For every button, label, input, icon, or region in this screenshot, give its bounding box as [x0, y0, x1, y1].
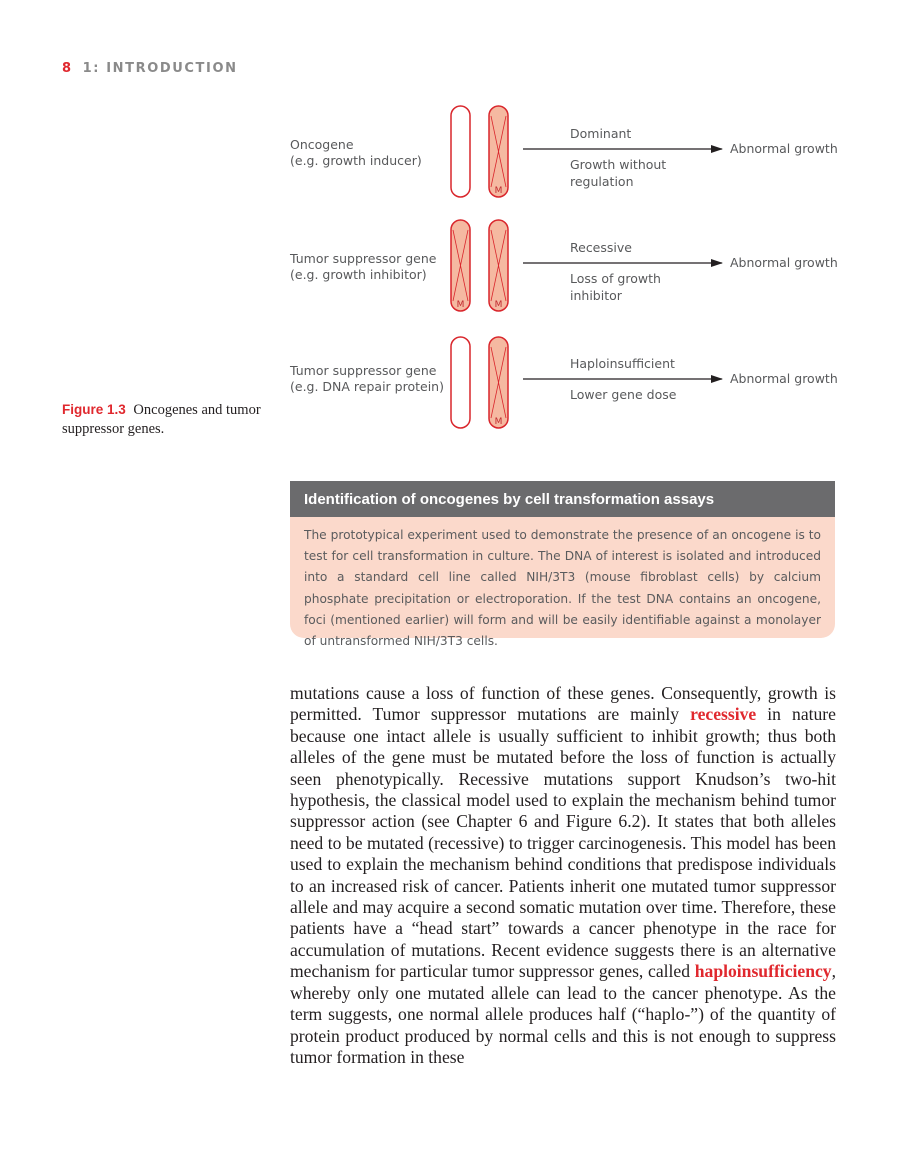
- keyword-recessive: recessive: [690, 704, 757, 725]
- sidebar-box: [290, 481, 835, 649]
- gene-name: Tumor suppressor gene: [290, 251, 437, 266]
- outcome-label: Abnormal growth: [730, 255, 838, 270]
- mutation-marker: M: [456, 300, 465, 310]
- gene-example: (e.g. growth inhibitor): [290, 267, 427, 282]
- outcome-label: Abnormal growth: [730, 371, 838, 386]
- figure-label: Figure 1.3: [62, 402, 126, 417]
- gene-name: Oncogene: [290, 137, 354, 152]
- mutated-chromosome: [489, 220, 508, 311]
- keyword-haploinsufficiency: haploinsufficiency: [694, 961, 832, 982]
- effect-label: Lower gene dose: [570, 387, 677, 402]
- figure-caption-text: Oncogenes and tumor suppressor genes.: [62, 402, 261, 437]
- mutated-chromosome: [451, 220, 470, 311]
- body-text-2: in nature because one intact allele is usually sufficient to inhibit growth; thus both alleles of the gene must be mutated before the loss of function is actually seen phenotypically. Recessive mutations support Knudson’s two-hit hypothesis, the classical model used to explain the mechanism behind tumor suppressor action (see Chapter 6 and Figure 6.2). It states that both alleles need to be mutated (recessive) to trigger carcinogenesis. This model has been used to explain the mechanism behind conditions that predispose individuals to an increased risk of cancer. Patients inherit one mutated tumor suppressor allele and may acquire a second somatic mutation over time. Therefore, these patients have a “head start” towards a cancer phenotype in the race for accumulation of mutations. Recent evidence suggests there is an alternative mechanism for particular tumor suppressor genes, called: [290, 704, 836, 982]
- gene-example: (e.g. growth inducer): [290, 153, 422, 168]
- outcome-label: Abnormal growth: [730, 141, 838, 156]
- sidebar-box-title: Identification of oncogenes by cell transformation assays: [290, 481, 835, 517]
- mutation-marker: M: [494, 300, 503, 310]
- mutated-chromosome: [489, 337, 508, 428]
- mode-label: Dominant: [570, 126, 632, 141]
- effect-label: Growth without: [570, 157, 667, 172]
- body-paragraph: [290, 683, 836, 1068]
- normal-chromosome: [451, 337, 470, 428]
- figure-caption: [62, 400, 272, 439]
- mutated-chromosome: [489, 106, 508, 197]
- effect-label: Loss of growth: [570, 271, 661, 286]
- gene-example: (e.g. DNA repair protein): [290, 379, 444, 394]
- mode-label: Haploinsufficient: [570, 356, 675, 371]
- chapter-title: 1: INTRODUCTION: [82, 61, 238, 76]
- normal-chromosome: [451, 106, 470, 197]
- figure-row-tumor-suppressor-recessive: [289, 220, 838, 311]
- effect-label-line2: regulation: [570, 174, 634, 189]
- mutation-marker: M: [494, 417, 503, 427]
- mutation-marker: M: [494, 186, 503, 196]
- figure-row-tumor-suppressor-haploinsufficient: [289, 337, 838, 428]
- mode-label: Recessive: [570, 240, 632, 255]
- body-text-1: mutations cause a loss of function of these genes. Consequently, growth is permitted. Tumor suppressor mutations are mainly: [290, 683, 836, 725]
- body-text-3: , whereby only one mutated allele can lead to the cancer phenotype. As the term suggests, one normal allele produces half (“haplo-”) of the quantity of protein product produced by normal cells and this is not enough to suppress tumor formation in these: [290, 961, 836, 1067]
- figure-row-oncogene: [290, 106, 838, 197]
- effect-label-line2: inhibitor: [570, 288, 622, 303]
- page-number: 8: [62, 61, 73, 76]
- gene-name: Tumor suppressor gene: [290, 363, 437, 378]
- sidebar-box-body: The prototypical experiment used to demonstrate the presence of an oncogene is to test for cell transformation in culture. The DNA of interest is isolated and introduced into a standard cell line called NIH/3T3 (mouse fibroblast cells) by calcium phosphate precipitation or electroporation. If the test DNA contains an oncogene, foci (mentioned earlier) will form and will be easily identifiable against a monolayer of untransformed NIH/3T3 cells.: [304, 528, 821, 649]
